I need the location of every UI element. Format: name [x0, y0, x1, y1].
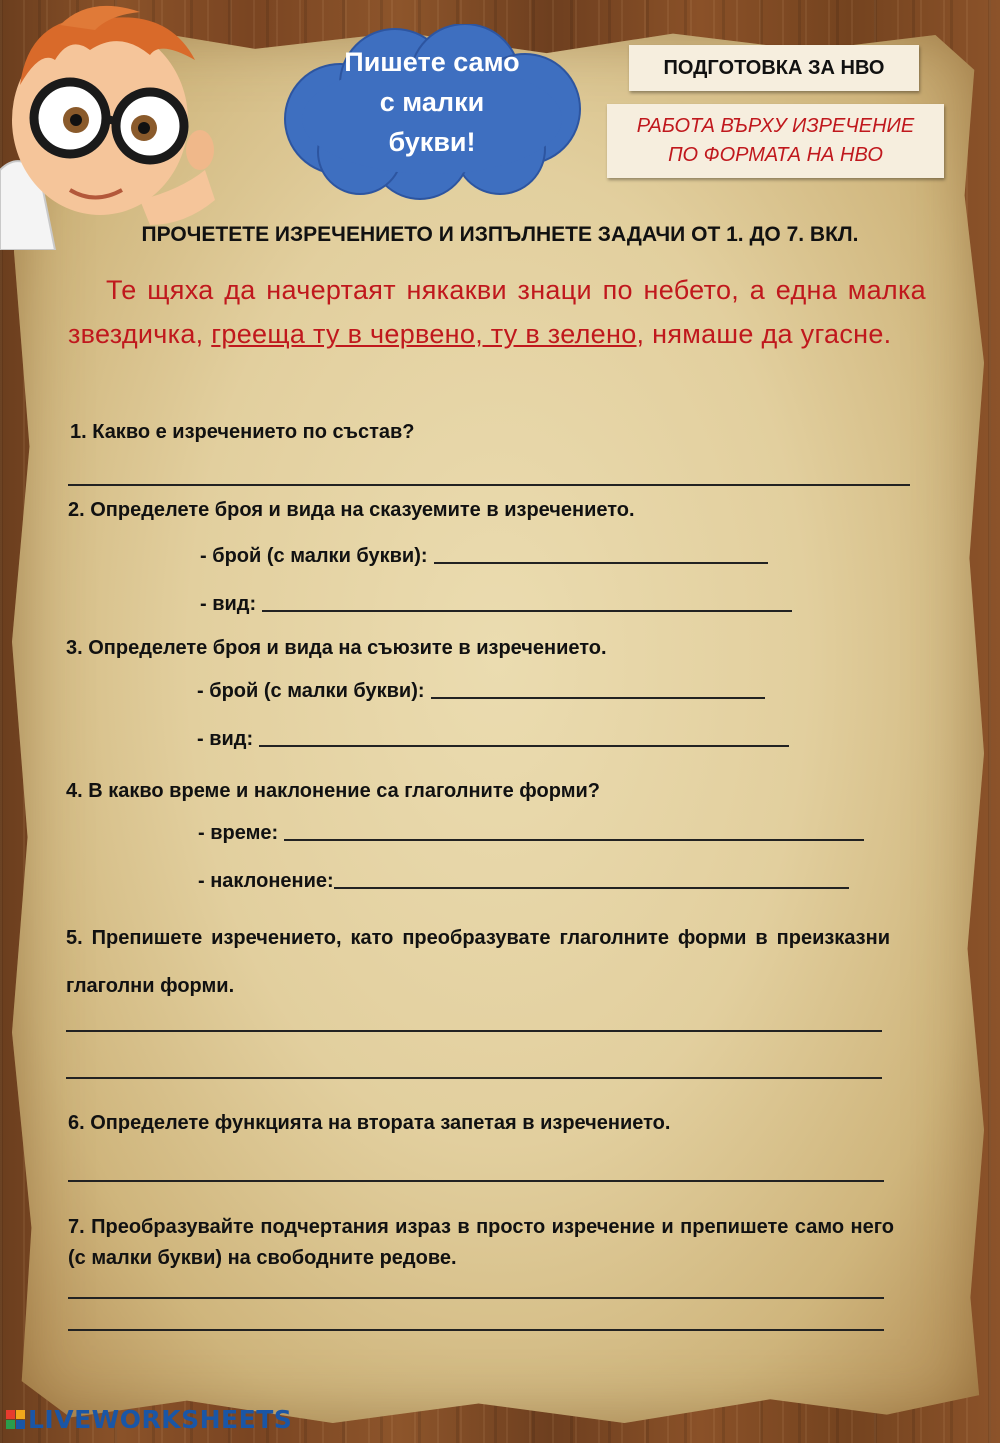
logo-text: LIVEWORKSHEETS	[28, 1405, 293, 1434]
source-sentence	[68, 268, 926, 356]
sentence-underlined-phrase: грееща ту в червено, ту в зелено	[211, 319, 637, 349]
question-2-type-answer-line[interactable]	[262, 610, 792, 612]
question-7: 7. Преобразувайте подчертания израз в просто изречение и препишете само него (с малки букви) на свободните редове.	[68, 1216, 894, 1269]
answer-line-5b[interactable]	[66, 1077, 882, 1079]
cloud-line-2: с малки	[379, 87, 485, 117]
question-3-count-row	[197, 680, 765, 703]
question-6: 6. Определете функцията на втората запетая в изречението.	[68, 1112, 671, 1134]
question-4-mood-answer-line[interactable]	[334, 887, 849, 889]
question-3-type-answer-line[interactable]	[259, 745, 789, 747]
boy-with-glasses-illustration	[0, 0, 220, 250]
question-3-type-row	[197, 728, 789, 751]
question-3-count-answer-line[interactable]	[431, 697, 765, 699]
sentence-work-badge-line-2: ПО ФОРМАТА НА НВО	[668, 144, 883, 166]
question-3: 3. Определете броя и вида на съюзите в изречението.	[66, 637, 607, 659]
question-2-type-row	[200, 593, 792, 616]
question-4: 4. В какво време и наклонение са глаголните форми?	[66, 780, 601, 802]
cloud-line-1: Пишете само	[344, 47, 520, 77]
answer-line-7a[interactable]	[68, 1297, 884, 1299]
cloud-line-3: букви!	[388, 127, 476, 157]
question-4-tense-row	[198, 822, 864, 845]
instruction-heading: ПРОЧЕТЕТЕ ИЗРЕЧЕНИЕТО И ИЗПЪЛНЕТЕ ЗАДАЧИ ОТ 1. ДО 7. ВКЛ.	[141, 223, 859, 246]
question-4-mood-row	[198, 870, 849, 893]
question-2-count-row	[200, 545, 768, 568]
answer-line-7b[interactable]	[68, 1329, 884, 1331]
sentence-work-badge-line-1: РАБОТА ВЪРХУ ИЗРЕЧЕНИЕ	[636, 115, 915, 137]
question-3-count-label: - брой (с малки букви):	[197, 680, 425, 702]
question-2-count-label: - брой (с малки букви):	[200, 545, 428, 567]
question-3-type-label: - вид:	[197, 728, 254, 750]
sentence-work-badge	[607, 104, 944, 178]
answer-line-5a[interactable]	[66, 1030, 882, 1032]
question-4-tense-answer-line[interactable]	[284, 839, 864, 841]
question-2-count-answer-line[interactable]	[434, 562, 768, 564]
cloud-message	[300, 42, 564, 162]
hbo-preparation-badge: ПОДГОТОВКА ЗА НВО	[629, 45, 919, 91]
question-5: 5. Препишете изречението, като преобразувате глаголните форми в преизказни глаголни форми.	[66, 927, 890, 997]
answer-line-6[interactable]	[68, 1180, 884, 1182]
question-2: 2. Определете броя и вида на сказуемите в изречението.	[68, 499, 635, 521]
question-4-mood-label: - наклонение:	[198, 870, 334, 892]
question-4-tense-label: - време:	[198, 822, 279, 844]
sentence-part-1: Те щяха да начертаят някакви знаци по небето, а една малка звездичка,	[68, 275, 926, 349]
sentence-part-2: , нямаше да угасне.	[636, 319, 892, 349]
question-1: 1. Какво е изречението по състав?	[70, 421, 415, 443]
logo-grid-icon	[6, 1410, 25, 1429]
answer-line-1[interactable]	[68, 484, 910, 486]
liveworksheets-logo[interactable]	[6, 1405, 292, 1434]
question-2-type-label: - вид:	[200, 593, 257, 615]
